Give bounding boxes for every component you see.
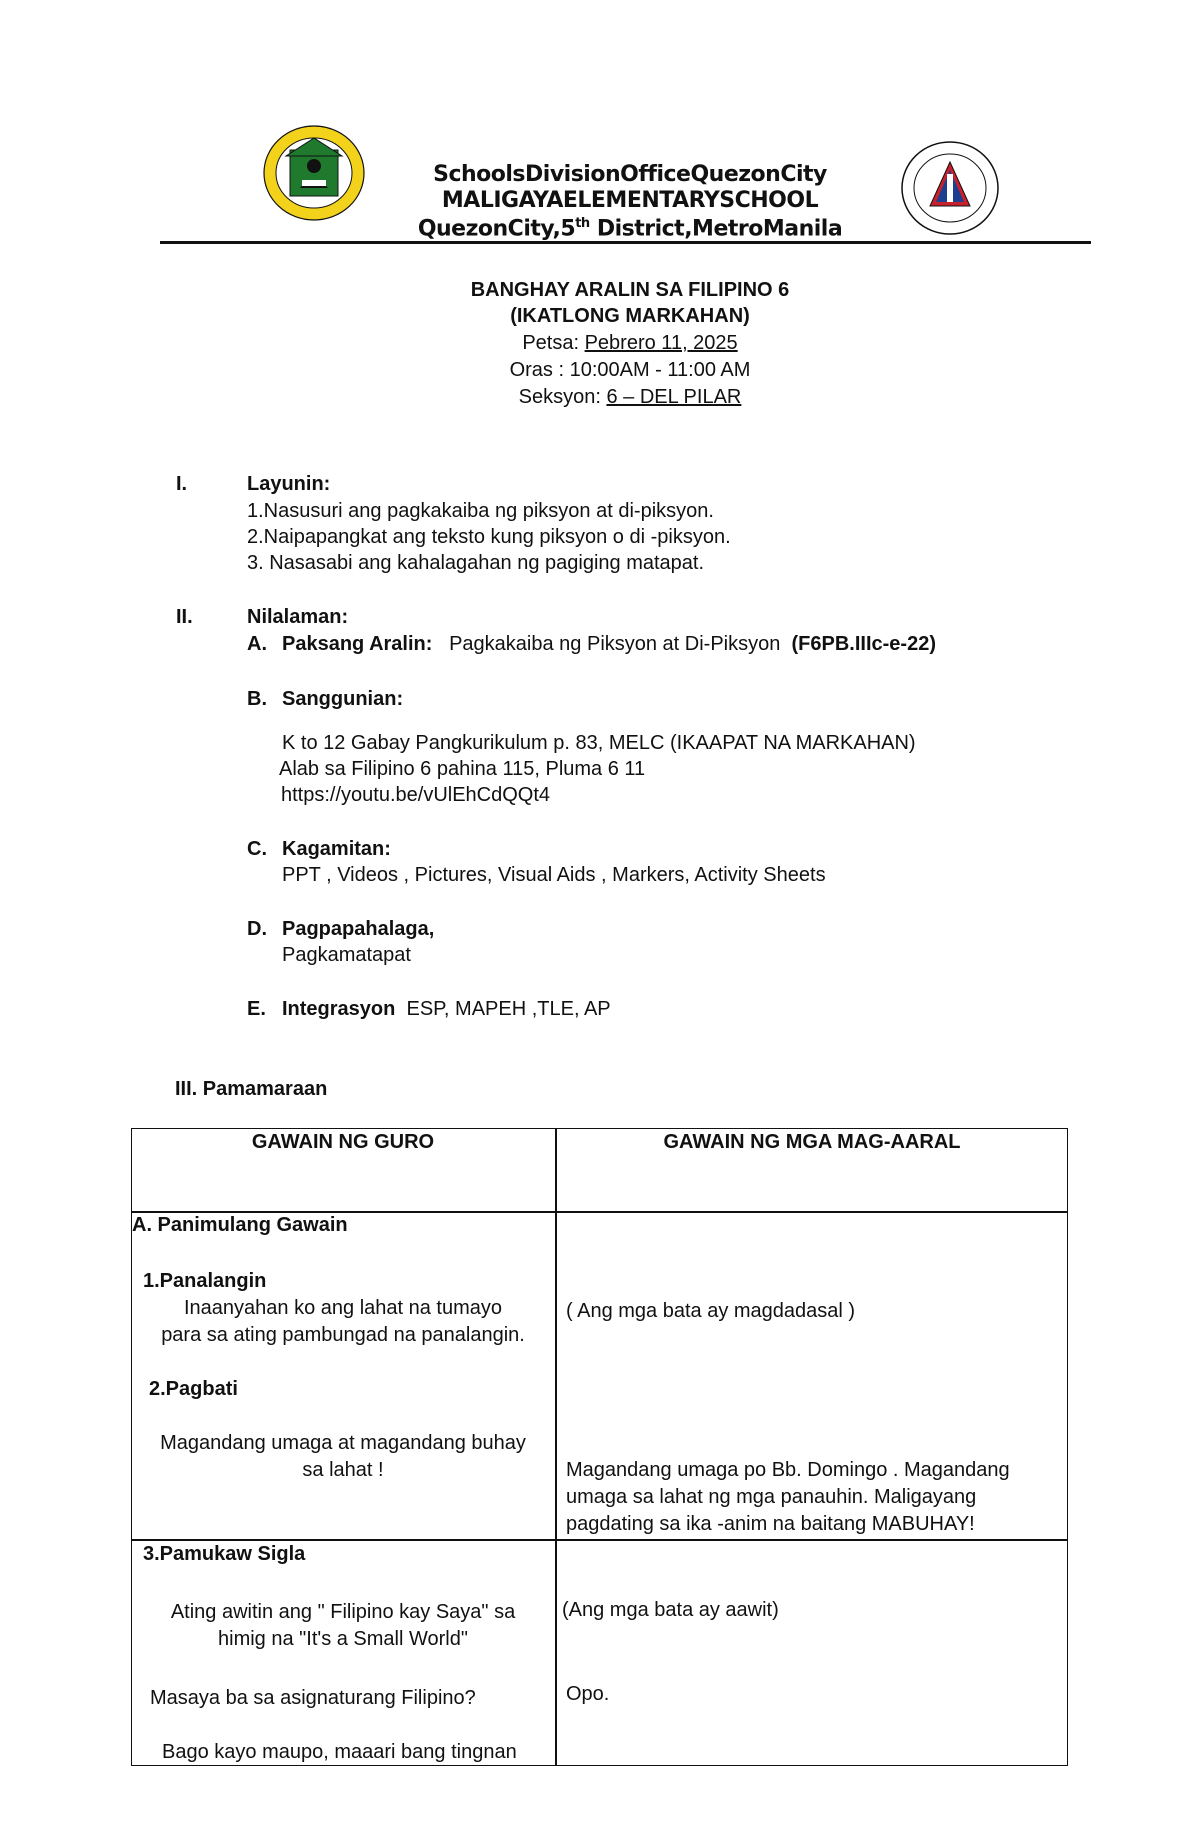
- item-e-line: Integrasyon ESP, MAPEH ,TLE, AP: [282, 998, 611, 1020]
- reference-link[interactable]: https://youtu.be/vUlEhCdQQt4: [281, 784, 551, 806]
- item-c-label: Kagamitan:: [282, 838, 391, 860]
- header-divider: [160, 241, 1091, 244]
- materials-list: PPT , Videos , Pictures, Visual Aids , Markers, Activity Sheets: [282, 864, 826, 886]
- item-c-letter: C.: [247, 838, 267, 860]
- section-1-number: I.: [176, 473, 188, 495]
- values-text: Pagkamatapat: [282, 944, 411, 966]
- item-d-label: Pagpapahalaga,: [282, 918, 435, 940]
- section-2-title: Nilalaman:: [247, 606, 349, 628]
- prayer-student-response: ( Ang mga bata ay magdadasal ): [566, 1300, 856, 1322]
- plan-section: Seksyon: 6 – DEL PILAR: [518, 386, 742, 408]
- item-b-letter: B.: [247, 688, 267, 710]
- plan-quarter: (IKATLONG MARKAHAN): [510, 305, 750, 327]
- table-row-divider: [131, 1211, 1068, 1213]
- greeting-student-line: pagdating sa ika -anim na baitang MABUHAY!: [566, 1513, 975, 1535]
- energizer-question: Masaya ba sa asignaturang Filipino?: [150, 1687, 476, 1709]
- initial-activities-heading: A. Panimulang Gawain: [132, 1214, 348, 1236]
- section-3-title: III. Pamamaraan: [175, 1078, 328, 1100]
- plan-time: Oras : 10:00AM - 11:00 AM: [509, 359, 751, 381]
- energizer-student-answer: Opo.: [566, 1683, 610, 1705]
- reference-line: Alab sa Filipino 6 pahina 115, Pluma 6 11: [279, 758, 646, 780]
- prayer-teacher-line: Inaanyahan ko ang lahat na tumayo: [183, 1297, 503, 1319]
- item-a-line: Paksang Aralin: Pagkakaiba ng Piksyon at Di-Piksyon (F6PB.IIIc-e-22): [282, 633, 936, 655]
- item-a-letter: A.: [247, 633, 267, 655]
- table-column-divider: [555, 1128, 557, 1766]
- energizer-student-response: (Ang mga bata ay aawit): [562, 1599, 779, 1621]
- objective-item: 2.Naipapangkat ang teksto kung piksyon o di -piksyon.: [247, 526, 731, 548]
- item-b-label: Sanggunian:: [282, 688, 404, 710]
- reference-line: K to 12 Gabay Pangkurikulum p. 83, MELC (IKAAPAT NA MARKAHAN): [282, 732, 916, 754]
- objective-item: 1.Nasusuri ang pagkakaiba ng piksyon at di-piksyon.: [247, 500, 714, 522]
- table-row-divider: [131, 1539, 1068, 1541]
- section-1-title: Layunin:: [247, 473, 331, 495]
- plan-title: BANGHAY ARALIN SA FILIPINO 6: [470, 279, 790, 301]
- school-name: MALIGAYAELEMENTARYSCHOOL: [441, 188, 819, 213]
- greeting-teacher-line: sa lahat !: [302, 1459, 384, 1481]
- energizer-last-line: Bago kayo maupo, maaari bang tingnan: [162, 1741, 517, 1763]
- section-2-number: II.: [176, 606, 193, 628]
- prayer-teacher-line: para sa ating pambungad na panalangin.: [161, 1324, 525, 1346]
- energizer-teacher-line: himig na "It's a Small World": [218, 1628, 468, 1650]
- objective-item: 3. Nasasabi ang kahalagahan ng pagiging matapat.: [247, 552, 705, 574]
- energizer-teacher-line: Ating awitin ang " Filipino kay Saya" sa: [170, 1601, 516, 1623]
- item-e-letter: E.: [247, 998, 266, 1020]
- item-d-letter: D.: [247, 918, 267, 940]
- teacher-column-header: GAWAIN NG GURO: [251, 1131, 435, 1153]
- student-column-header: GAWAIN NG MGA MAG-AARAL: [663, 1131, 961, 1153]
- plan-date: Petsa: Pebrero 11, 2025: [522, 332, 738, 354]
- school-address: QuezonCity,5th District,MetroManila: [417, 216, 843, 242]
- greeting-student-line: umaga sa lahat ng mga panauhin. Maligayang: [566, 1486, 977, 1508]
- greeting-teacher-line: Magandang umaga at magandang buhay: [160, 1432, 526, 1454]
- greeting-title: 2.Pagbati: [149, 1378, 238, 1400]
- prayer-title: 1.Panalangin: [143, 1270, 267, 1292]
- greeting-student-line: Magandang umaga po Bb. Domingo . Magandang: [566, 1459, 1010, 1481]
- energizer-title: 3.Pamukaw Sigla: [143, 1543, 306, 1565]
- division-office-name: SchoolsDivisionOfficeQuezonCity: [433, 162, 827, 187]
